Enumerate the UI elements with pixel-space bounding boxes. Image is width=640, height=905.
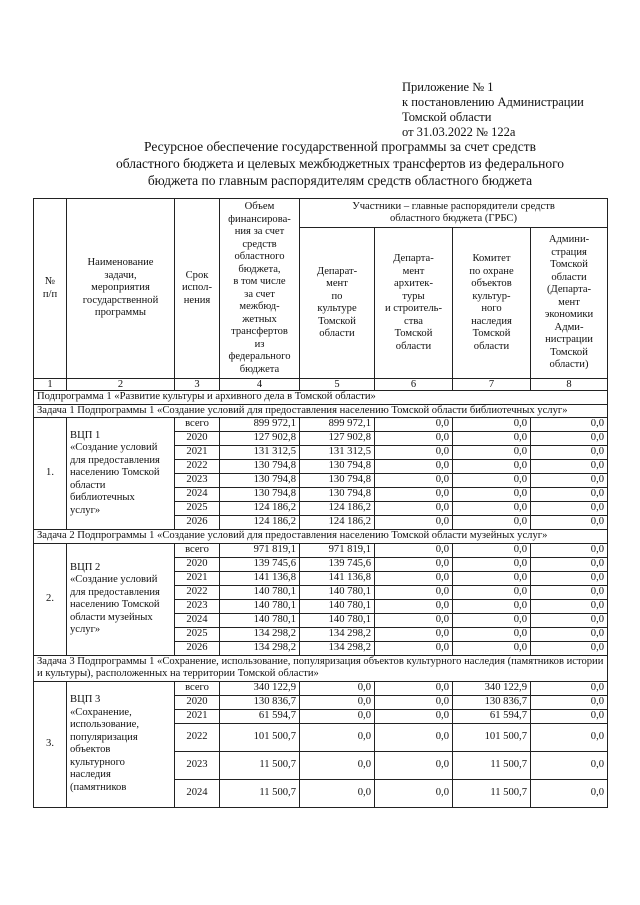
amount-cell: 0,0 bbox=[300, 709, 375, 723]
amount-cell: 971 819,1 bbox=[300, 543, 375, 557]
amount-cell: 0,0 bbox=[375, 585, 453, 599]
header-row bbox=[34, 199, 608, 228]
col-number: 1 bbox=[34, 379, 67, 391]
amount-cell: 340 122,9 bbox=[453, 681, 531, 695]
amount-cell: 0,0 bbox=[531, 585, 608, 599]
amount-cell: 0,0 bbox=[375, 779, 453, 807]
title-line: областного бюджета и целевых межбюджетных трансфертов из федерального bbox=[115, 156, 565, 171]
amount-cell: 131 312,5 bbox=[220, 446, 300, 460]
amount-cell: 11 500,7 bbox=[220, 751, 300, 779]
amount-cell: 140 780,1 bbox=[220, 613, 300, 627]
amount-cell: 61 594,7 bbox=[220, 709, 300, 723]
amount-cell: 130 794,8 bbox=[220, 488, 300, 502]
amount-cell: 0,0 bbox=[453, 599, 531, 613]
amount-cell: 0,0 bbox=[375, 474, 453, 488]
amount-cell: 0,0 bbox=[531, 446, 608, 460]
amount-cell: 134 298,2 bbox=[300, 627, 375, 641]
amount-cell: 0,0 bbox=[453, 502, 531, 516]
amount-cell: 134 298,2 bbox=[220, 627, 300, 641]
amount-cell: 101 500,7 bbox=[453, 723, 531, 751]
task-title: Задача 3 Подпрограммы 1 «Сохранение, использование, популяризация объектов культурного наследия (памятников истории и культуры), расположенных на территории Томской области» bbox=[34, 655, 608, 681]
amount-cell: 0,0 bbox=[531, 751, 608, 779]
amount-cell: 0,0 bbox=[453, 557, 531, 571]
amount-cell: 899 972,1 bbox=[220, 418, 300, 432]
amount-cell: 0,0 bbox=[375, 418, 453, 432]
period-cell: 2024 bbox=[175, 613, 220, 627]
amount-cell: 130 836,7 bbox=[453, 695, 531, 709]
amount-cell: 0,0 bbox=[531, 571, 608, 585]
amount-cell: 0,0 bbox=[531, 627, 608, 641]
header-dep-arch: Департа- мент архитек- туры и строитель- ства Томской области bbox=[375, 228, 453, 379]
activity-name: ВЦП 3 «Сохранение, использование, популяризация объектов культурного наследия (памятников bbox=[67, 681, 175, 807]
header-dep-culture: Депарат- мент по культуре Томской области bbox=[300, 228, 375, 379]
header-volume: Объем финансирова- ния за счет средств областного бюджета, в том числе за счет межбюд- жетных трансфертов из федерального бюджета bbox=[220, 199, 300, 379]
period-cell: 2025 bbox=[175, 502, 220, 516]
task-title: Задача 1 Подпрограммы 1 «Создание условий для предоставления населению Томской области библиотечных услуг» bbox=[34, 404, 608, 418]
period-cell: 2025 bbox=[175, 627, 220, 641]
title-line: Ресурсное обеспечение государственной программы за счет средств bbox=[143, 139, 536, 154]
appendix-line: Томской области bbox=[402, 110, 492, 124]
amount-cell: 130 794,8 bbox=[300, 460, 375, 474]
task-title: Задача 2 Подпрограммы 1 «Создание условий для предоставления населению Томской области музейных услуг» bbox=[34, 530, 608, 544]
amount-cell: 0,0 bbox=[300, 751, 375, 779]
table-row bbox=[34, 418, 608, 432]
period-cell: 2022 bbox=[175, 585, 220, 599]
amount-cell: 0,0 bbox=[453, 418, 531, 432]
amount-cell: 127 902,8 bbox=[220, 432, 300, 446]
col-number: 4 bbox=[220, 379, 300, 391]
task-title-row bbox=[34, 655, 608, 681]
period-cell: 2026 bbox=[175, 641, 220, 655]
col-number: 6 bbox=[375, 379, 453, 391]
appendix-line: от 31.03.2022 № 122а bbox=[402, 125, 516, 139]
header-name: Наименование задачи, мероприятия государственной программы bbox=[67, 199, 175, 379]
appendix-line: к постановлению Администрации bbox=[402, 95, 584, 109]
amount-cell: 0,0 bbox=[531, 543, 608, 557]
amount-cell: 0,0 bbox=[453, 613, 531, 627]
task-title-row bbox=[34, 404, 608, 418]
task-section bbox=[34, 404, 608, 530]
col-number: 7 bbox=[453, 379, 531, 391]
amount-cell: 139 745,6 bbox=[300, 557, 375, 571]
resource-table bbox=[33, 198, 608, 808]
amount-cell: 0,0 bbox=[531, 613, 608, 627]
subprogram-title: Подпрограмма 1 «Развитие культуры и архивного дела в Томской области» bbox=[34, 391, 608, 405]
amount-cell: 140 780,1 bbox=[220, 599, 300, 613]
header-committee: Комитет по охране объектов культур- ного наследия Томской области bbox=[453, 228, 531, 379]
amount-cell: 11 500,7 bbox=[453, 779, 531, 807]
task-section bbox=[34, 655, 608, 807]
subprogram-row bbox=[34, 391, 608, 405]
amount-cell: 0,0 bbox=[531, 557, 608, 571]
activity-name: ВЦП 1 «Создание условий для предоставления населению Томской области библиотечных услуг» bbox=[67, 418, 175, 530]
amount-cell: 141 136,8 bbox=[220, 571, 300, 585]
amount-cell: 0,0 bbox=[375, 641, 453, 655]
amount-cell: 139 745,6 bbox=[220, 557, 300, 571]
amount-cell: 0,0 bbox=[531, 709, 608, 723]
amount-cell: 130 794,8 bbox=[220, 460, 300, 474]
amount-cell: 0,0 bbox=[531, 681, 608, 695]
amount-cell: 340 122,9 bbox=[220, 681, 300, 695]
period-cell: 2023 bbox=[175, 599, 220, 613]
amount-cell: 0,0 bbox=[375, 516, 453, 530]
amount-cell: 0,0 bbox=[531, 460, 608, 474]
period-cell: всего bbox=[175, 543, 220, 557]
period-cell: 2021 bbox=[175, 571, 220, 585]
amount-cell: 130 794,8 bbox=[300, 474, 375, 488]
col-number: 3 bbox=[175, 379, 220, 391]
amount-cell: 0,0 bbox=[375, 432, 453, 446]
header-participants: Участники – главные распорядители средств областного бюджета (ГРБС) bbox=[300, 199, 608, 228]
appendix-line: Приложение № 1 bbox=[402, 80, 494, 94]
amount-cell: 140 780,1 bbox=[300, 585, 375, 599]
period-cell: 2021 bbox=[175, 446, 220, 460]
amount-cell: 0,0 bbox=[375, 599, 453, 613]
task-number: 1. bbox=[34, 418, 67, 530]
title-line: бюджета по главным распорядителям средств областного бюджета bbox=[147, 173, 533, 188]
amount-cell: 0,0 bbox=[375, 460, 453, 474]
amount-cell: 0,0 bbox=[375, 488, 453, 502]
task-title-row bbox=[34, 530, 608, 544]
period-cell: 2023 bbox=[175, 751, 220, 779]
amount-cell: 124 186,2 bbox=[300, 516, 375, 530]
period-cell: 2022 bbox=[175, 460, 220, 474]
amount-cell: 134 298,2 bbox=[220, 641, 300, 655]
period-cell: 2020 bbox=[175, 432, 220, 446]
amount-cell: 0,0 bbox=[453, 627, 531, 641]
period-cell: 2023 bbox=[175, 474, 220, 488]
task-number: 3. bbox=[34, 681, 67, 807]
amount-cell: 0,0 bbox=[375, 627, 453, 641]
period-cell: 2022 bbox=[175, 723, 220, 751]
amount-cell: 0,0 bbox=[453, 571, 531, 585]
header-term: Срок испол- нения bbox=[175, 199, 220, 379]
amount-cell: 140 780,1 bbox=[300, 599, 375, 613]
period-cell: 2024 bbox=[175, 488, 220, 502]
col-number: 2 bbox=[67, 379, 175, 391]
amount-cell: 0,0 bbox=[531, 516, 608, 530]
amount-cell: 0,0 bbox=[453, 432, 531, 446]
amount-cell: 130 794,8 bbox=[300, 488, 375, 502]
amount-cell: 0,0 bbox=[453, 446, 531, 460]
amount-cell: 101 500,7 bbox=[220, 723, 300, 751]
amount-cell: 0,0 bbox=[375, 681, 453, 695]
amount-cell: 130 794,8 bbox=[220, 474, 300, 488]
table-row bbox=[34, 681, 608, 695]
amount-cell: 0,0 bbox=[531, 723, 608, 751]
period-cell: 2021 bbox=[175, 709, 220, 723]
amount-cell: 0,0 bbox=[453, 543, 531, 557]
period-cell: 2020 bbox=[175, 557, 220, 571]
header-admin: Админи- страция Томской области (Департа- мент экономики Адми- нистрации Томской области) bbox=[531, 228, 608, 379]
amount-cell: 131 312,5 bbox=[300, 446, 375, 460]
amount-cell: 124 186,2 bbox=[220, 502, 300, 516]
amount-cell: 140 780,1 bbox=[300, 613, 375, 627]
amount-cell: 141 136,8 bbox=[300, 571, 375, 585]
amount-cell: 0,0 bbox=[531, 641, 608, 655]
amount-cell: 0,0 bbox=[375, 723, 453, 751]
period-cell: всего bbox=[175, 418, 220, 432]
period-cell: 2026 bbox=[175, 516, 220, 530]
task-number: 2. bbox=[34, 543, 67, 655]
amount-cell: 0,0 bbox=[300, 779, 375, 807]
amount-cell: 0,0 bbox=[531, 474, 608, 488]
amount-cell: 124 186,2 bbox=[300, 502, 375, 516]
amount-cell: 0,0 bbox=[531, 599, 608, 613]
amount-cell: 0,0 bbox=[375, 446, 453, 460]
amount-cell: 0,0 bbox=[453, 460, 531, 474]
amount-cell: 0,0 bbox=[300, 695, 375, 709]
amount-cell: 0,0 bbox=[375, 613, 453, 627]
amount-cell: 0,0 bbox=[453, 474, 531, 488]
amount-cell: 971 819,1 bbox=[220, 543, 300, 557]
amount-cell: 0,0 bbox=[300, 681, 375, 695]
amount-cell: 0,0 bbox=[453, 488, 531, 502]
amount-cell: 130 836,7 bbox=[220, 695, 300, 709]
period-cell: 2020 bbox=[175, 695, 220, 709]
amount-cell: 61 594,7 bbox=[453, 709, 531, 723]
header-num: № п/п bbox=[34, 199, 67, 379]
amount-cell: 0,0 bbox=[531, 418, 608, 432]
amount-cell: 0,0 bbox=[453, 516, 531, 530]
amount-cell: 0,0 bbox=[375, 571, 453, 585]
amount-cell: 0,0 bbox=[375, 543, 453, 557]
appendix-block bbox=[402, 80, 584, 140]
amount-cell: 0,0 bbox=[531, 695, 608, 709]
period-cell: всего bbox=[175, 681, 220, 695]
col-number: 8 bbox=[531, 379, 608, 391]
amount-cell: 11 500,7 bbox=[453, 751, 531, 779]
activity-name: ВЦП 2 «Создание условий для предоставления населению Томской области музейных услуг» bbox=[67, 543, 175, 655]
amount-cell: 0,0 bbox=[375, 709, 453, 723]
amount-cell: 140 780,1 bbox=[220, 585, 300, 599]
amount-cell: 0,0 bbox=[375, 695, 453, 709]
amount-cell: 134 298,2 bbox=[300, 641, 375, 655]
amount-cell: 0,0 bbox=[453, 585, 531, 599]
amount-cell: 899 972,1 bbox=[300, 418, 375, 432]
amount-cell: 0,0 bbox=[531, 779, 608, 807]
amount-cell: 0,0 bbox=[375, 557, 453, 571]
amount-cell: 0,0 bbox=[375, 751, 453, 779]
table-row bbox=[34, 543, 608, 557]
col-number: 5 bbox=[300, 379, 375, 391]
amount-cell: 0,0 bbox=[375, 502, 453, 516]
amount-cell: 0,0 bbox=[531, 502, 608, 516]
amount-cell: 0,0 bbox=[531, 488, 608, 502]
amount-cell: 0,0 bbox=[453, 641, 531, 655]
amount-cell: 124 186,2 bbox=[220, 516, 300, 530]
amount-cell: 127 902,8 bbox=[300, 432, 375, 446]
amount-cell: 11 500,7 bbox=[220, 779, 300, 807]
amount-cell: 0,0 bbox=[531, 432, 608, 446]
column-numbers-row bbox=[34, 379, 608, 391]
task-section bbox=[34, 530, 608, 656]
document-title bbox=[60, 138, 620, 189]
amount-cell: 0,0 bbox=[300, 723, 375, 751]
period-cell: 2024 bbox=[175, 779, 220, 807]
